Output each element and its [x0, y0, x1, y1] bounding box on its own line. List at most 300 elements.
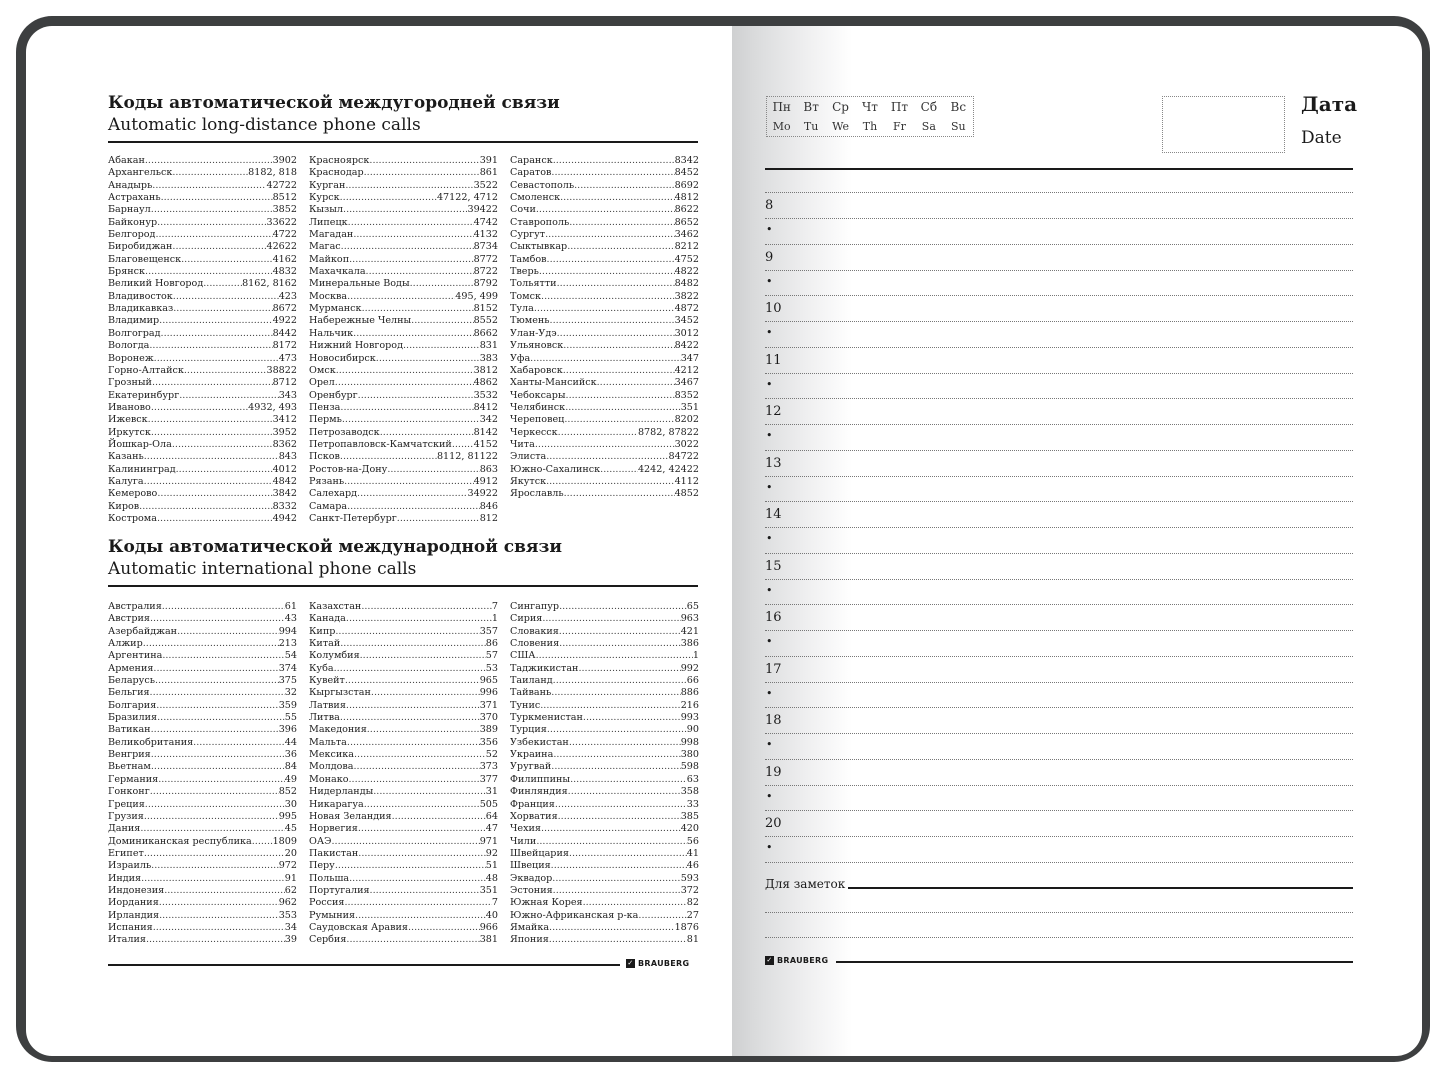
hour-label: 9 — [765, 249, 774, 265]
phone-code: 3022 — [674, 438, 699, 450]
schedule-line[interactable] — [765, 218, 1353, 219]
phone-code: 372 — [680, 884, 699, 896]
phone-code: 54 — [284, 650, 297, 662]
dot-leader — [347, 291, 455, 303]
place-name: Улан-Удэ — [510, 327, 557, 339]
phone-code: 31 — [485, 786, 498, 798]
dot-leader — [342, 414, 480, 426]
phone-code-row — [108, 687, 297, 699]
notes-rule — [848, 887, 1353, 889]
phone-code: 370 — [479, 712, 498, 724]
schedule-line[interactable] — [765, 244, 1353, 245]
place-name: Киров — [108, 500, 140, 512]
place-name: Смоленск — [510, 192, 561, 204]
phone-code: 30 — [284, 798, 297, 810]
schedule-line[interactable] — [765, 398, 1353, 399]
phone-code: 4752 — [674, 253, 699, 265]
place-name: Ставрополь — [510, 216, 570, 228]
phone-code: 8734 — [473, 241, 498, 253]
place-name: Казахстан — [309, 601, 362, 612]
place-name: Кострома — [108, 512, 157, 524]
schedule-line[interactable] — [765, 656, 1353, 657]
place-name: Махачкала — [309, 266, 366, 278]
phone-code-row — [510, 724, 699, 736]
weekday-ru[interactable]: Пн — [772, 99, 791, 114]
dot-leader — [559, 638, 681, 650]
dot-leader — [551, 860, 687, 872]
place-name: Алжир — [108, 638, 143, 650]
notes-line[interactable] — [765, 937, 1353, 938]
weekday-ru[interactable]: Вс — [950, 99, 967, 114]
schedule-line[interactable] — [765, 295, 1353, 296]
weekday-ru[interactable]: Чт — [862, 99, 878, 114]
phone-code: 43 — [284, 613, 297, 625]
dot-leader — [540, 700, 680, 712]
place-name: Саранск — [510, 155, 553, 166]
dot-leader — [149, 340, 272, 352]
long-distance-column-2 — [309, 155, 498, 525]
hour-label: 20 — [765, 816, 782, 831]
phone-code: 45 — [284, 823, 297, 835]
dot-leader — [345, 675, 480, 687]
dot-leader — [346, 934, 479, 946]
footer-rule — [836, 961, 1353, 963]
phone-code: 381 — [479, 934, 498, 946]
phone-code: 812 — [479, 512, 498, 524]
phone-code-row — [309, 749, 498, 761]
place-name: Нальчик — [309, 327, 354, 339]
place-name: Индия — [108, 872, 142, 884]
phone-code: 7 — [491, 601, 498, 612]
schedule-line[interactable] — [765, 527, 1353, 528]
phone-code-row — [309, 922, 498, 934]
place-name: Нидерланды — [309, 786, 374, 798]
dot-leader — [151, 724, 279, 736]
schedule-line[interactable] — [765, 785, 1353, 786]
phone-code-row — [108, 836, 297, 848]
dot-leader — [564, 488, 675, 500]
phone-code-row — [309, 799, 498, 811]
phone-code-row — [309, 712, 498, 724]
phone-code: 81 — [686, 934, 699, 946]
dot-leader — [364, 799, 480, 811]
dot-leader — [563, 365, 675, 377]
phone-code: 38822 — [266, 364, 297, 376]
dot-leader — [546, 476, 675, 488]
phone-code: 216 — [680, 699, 699, 711]
phone-code: 47 — [485, 823, 498, 835]
phone-code: 995 — [278, 810, 297, 822]
dot-leader — [551, 167, 674, 179]
place-name: Португалия — [309, 884, 370, 896]
phone-code: 84 — [284, 761, 297, 773]
date-input-box[interactable] — [1162, 96, 1285, 153]
schedule-line[interactable] — [765, 810, 1353, 811]
hour-label: 16 — [765, 610, 782, 625]
phone-code-row — [510, 204, 699, 216]
phone-code: 8112, 81122 — [436, 451, 498, 463]
place-name: Тунис — [510, 699, 541, 711]
dot-leader — [380, 427, 474, 439]
dot-leader — [570, 774, 687, 786]
schedule-line[interactable] — [765, 553, 1353, 554]
dot-leader — [193, 737, 285, 749]
phone-code-row — [309, 885, 498, 897]
place-name: Ижевск — [108, 414, 148, 426]
place-name: Горно-Алтайск — [108, 364, 184, 376]
place-name: Пакистан — [309, 847, 359, 859]
weekday-en[interactable]: Th — [862, 119, 878, 133]
place-name: Перу — [309, 860, 335, 872]
phone-code-row — [510, 488, 699, 500]
phone-code-row — [510, 897, 699, 909]
dot-leader — [340, 192, 437, 204]
phone-code-row — [510, 377, 699, 389]
date-label-ru: Дата — [1301, 92, 1358, 116]
dot-leader — [331, 836, 479, 848]
weekday-en[interactable]: Fr — [892, 119, 906, 133]
schedule-line[interactable] — [765, 476, 1353, 477]
weekday-en[interactable]: Su — [950, 119, 966, 133]
phone-code: 505 — [479, 798, 498, 810]
phone-code: 4242, 42422 — [637, 463, 699, 475]
place-name: Москва — [309, 290, 348, 302]
phone-code-row — [108, 786, 297, 798]
place-name: Нижний Новгород — [309, 340, 403, 352]
phone-code-row — [309, 439, 498, 451]
phone-code-row — [108, 167, 297, 179]
weekday-ru[interactable]: Сб — [920, 99, 938, 114]
phone-code-row — [510, 761, 699, 773]
schedule-line[interactable] — [765, 836, 1353, 837]
place-name: Орел — [309, 377, 335, 389]
phone-code: 8172 — [272, 340, 297, 352]
phone-code: 831 — [479, 340, 498, 352]
phone-code: 49 — [284, 773, 297, 785]
place-name: Филиппины — [510, 773, 571, 785]
place-name: Куба — [309, 662, 334, 674]
dot-leader — [151, 204, 273, 216]
place-name: Ямайка — [510, 921, 550, 933]
place-name: Китай — [309, 638, 341, 650]
phone-code-row — [510, 427, 699, 439]
phone-code-row — [309, 786, 498, 798]
schedule-line[interactable] — [765, 604, 1353, 605]
phone-code-row — [108, 626, 297, 638]
dot-leader — [344, 897, 491, 909]
phone-code: 65 — [686, 601, 699, 612]
place-name: Волгоград — [108, 327, 161, 339]
bullet-marker: • — [766, 635, 773, 648]
phone-code-row — [309, 860, 498, 872]
phone-code-row — [309, 897, 498, 909]
phone-code: 8772 — [473, 253, 498, 265]
phone-code-row — [309, 427, 498, 439]
schedule-line[interactable] — [765, 862, 1353, 863]
place-name: Германия — [108, 773, 159, 785]
phone-code: 971 — [479, 835, 498, 847]
dot-leader — [553, 885, 681, 897]
place-name: Египет — [108, 847, 144, 859]
dot-leader — [564, 414, 674, 426]
phone-code-row — [510, 638, 699, 650]
international-column-2 — [309, 601, 498, 947]
phone-code-row — [108, 365, 297, 377]
place-name: Украина — [510, 749, 554, 761]
phone-code: 4832 — [272, 266, 297, 278]
phone-code-row — [510, 601, 699, 613]
place-name: Белгород — [108, 229, 156, 241]
dot-leader — [155, 675, 279, 687]
phone-code-row — [108, 934, 297, 946]
long-distance-column-3 — [510, 155, 699, 501]
international-column-3 — [510, 601, 699, 947]
place-name: Красноярск — [309, 155, 370, 166]
phone-code-row — [510, 353, 699, 365]
phone-code-row — [510, 340, 699, 352]
dot-leader — [546, 451, 668, 463]
dot-leader — [387, 464, 479, 476]
place-name: Краснодар — [309, 167, 364, 179]
place-name: Новая Зеландия — [309, 810, 392, 822]
bullet-marker: • — [766, 326, 773, 339]
schedule-line[interactable] — [765, 630, 1353, 631]
schedule-line[interactable] — [765, 501, 1353, 502]
phone-code: 385 — [680, 810, 699, 822]
phone-code-row — [108, 464, 297, 476]
schedule-line[interactable] — [765, 579, 1353, 580]
schedule-line[interactable] — [765, 270, 1353, 271]
phone-code: 342 — [479, 414, 498, 426]
dot-leader — [151, 860, 279, 872]
place-name: Вьетнам — [108, 761, 151, 773]
phone-code-row — [510, 811, 699, 823]
phone-code-row — [510, 663, 699, 675]
hour-label: 10 — [765, 301, 782, 316]
bullet-marker: • — [766, 429, 773, 442]
place-name: Италия — [108, 934, 146, 946]
phone-code-row — [510, 749, 699, 761]
phone-code-row — [108, 241, 297, 253]
phone-code-row — [510, 402, 699, 414]
phone-code: 84722 — [668, 451, 699, 463]
schedule-line[interactable] — [765, 707, 1353, 708]
dot-leader — [567, 241, 674, 253]
phone-code-row — [108, 155, 297, 167]
phone-code: 420 — [680, 823, 699, 835]
schedule-line[interactable] — [765, 424, 1353, 425]
place-name: Ханты-Мансийск — [510, 377, 597, 389]
dot-leader — [358, 390, 474, 402]
place-name: Кыргызстан — [309, 687, 371, 699]
phone-code-row — [108, 663, 297, 675]
dot-leader — [558, 811, 681, 823]
place-name: Калининград — [108, 463, 176, 475]
phone-code-row — [309, 340, 498, 352]
place-name: Уругвай — [510, 761, 552, 773]
dot-leader — [553, 675, 687, 687]
dot-leader — [181, 254, 272, 266]
place-name: Чебоксары — [510, 389, 566, 401]
dot-leader — [153, 922, 285, 934]
schedule-line[interactable] — [765, 733, 1353, 734]
place-name: Владикавказ — [108, 303, 174, 315]
dot-leader — [549, 934, 687, 946]
place-name: Колумбия — [309, 650, 360, 662]
phone-code-row — [309, 687, 498, 699]
phone-code-row — [108, 192, 297, 204]
phone-code: 47122, 4712 — [436, 192, 498, 204]
phone-code-row — [510, 613, 699, 625]
phone-code-row — [108, 303, 297, 315]
phone-code-row — [108, 811, 297, 823]
place-name: Южно-Сахалинск — [510, 463, 601, 475]
phone-code: 3532 — [473, 389, 498, 401]
section-rule — [108, 141, 698, 143]
weekday-ru[interactable]: Вт — [803, 99, 819, 114]
place-name: Литва — [309, 712, 340, 724]
place-name: Норвегия — [309, 823, 358, 835]
phone-code: 90 — [686, 724, 699, 736]
phone-code: 1 — [491, 613, 498, 625]
weekday-ru[interactable]: Пт — [890, 99, 908, 114]
weekday-ru[interactable]: Ср — [832, 99, 849, 114]
place-name: Санкт-Петербург — [309, 512, 397, 524]
weekday-en[interactable]: We — [832, 119, 850, 133]
phone-code: 886 — [680, 687, 699, 699]
phone-code: 4812 — [674, 192, 699, 204]
schedule-line[interactable] — [765, 373, 1353, 374]
place-name: Испания — [108, 921, 153, 933]
schedule-line[interactable] — [765, 682, 1353, 683]
place-name: Новосибирск — [309, 352, 376, 364]
dot-leader — [358, 848, 486, 860]
dot-leader — [162, 601, 285, 613]
place-name: Абакан — [108, 155, 145, 166]
dot-leader — [569, 848, 687, 860]
place-name: Пенза — [309, 401, 341, 413]
phone-code: 598 — [680, 761, 699, 773]
dot-leader — [367, 724, 480, 736]
dot-leader — [541, 823, 681, 835]
notes-line[interactable] — [765, 912, 1353, 913]
place-name: Канада — [309, 613, 346, 625]
place-name: Беларусь — [108, 675, 155, 687]
place-name: Азербайджан — [108, 625, 178, 637]
dot-leader — [176, 464, 273, 476]
phone-code: 3412 — [272, 414, 297, 426]
place-name: Швейцария — [510, 847, 569, 859]
phone-code-row — [510, 328, 699, 340]
place-name: Липецк — [309, 216, 348, 228]
phone-code-row — [108, 266, 297, 278]
place-name: Мексика — [309, 749, 354, 761]
phone-code-row — [108, 476, 297, 488]
phone-code-row — [510, 848, 699, 860]
phone-code: 86 — [485, 638, 498, 650]
dot-leader — [152, 377, 273, 389]
phone-code-row — [309, 737, 498, 749]
phone-code-row — [510, 439, 699, 451]
phone-code: 4212 — [674, 364, 699, 376]
schedule-line[interactable] — [765, 759, 1353, 760]
phone-code-row — [510, 626, 699, 638]
bullet-marker: • — [766, 377, 773, 391]
phone-code-row — [510, 687, 699, 699]
place-name: Великобритания — [108, 736, 194, 748]
phone-code: 3467 — [674, 377, 699, 389]
phone-code-row — [108, 390, 297, 402]
phone-code: 358 — [680, 786, 699, 798]
place-name: Байконур — [108, 216, 158, 228]
schedule-line[interactable] — [765, 321, 1353, 322]
brand-check-icon: ✓ — [627, 959, 634, 967]
place-name: Словакия — [510, 625, 559, 637]
phone-code: 3012 — [674, 327, 699, 339]
dot-leader — [335, 626, 479, 638]
phone-code-row — [108, 860, 297, 872]
bullet-marker: • — [766, 223, 773, 236]
dot-leader — [362, 303, 474, 315]
phone-code-row — [108, 278, 297, 290]
phone-code-row — [510, 229, 699, 241]
dot-leader — [355, 910, 486, 922]
schedule-line[interactable] — [765, 347, 1353, 348]
phone-code-row — [108, 414, 297, 426]
dot-leader — [177, 626, 279, 638]
phone-code: 963 — [680, 613, 699, 625]
phone-code: 4742 — [473, 216, 498, 228]
schedule-line[interactable] — [765, 450, 1353, 451]
phone-code-row — [309, 241, 498, 253]
phone-code: 351 — [680, 401, 699, 413]
phone-code: 20 — [284, 847, 297, 859]
dot-leader — [144, 476, 273, 488]
phone-code: 421 — [680, 625, 699, 637]
phone-code: 377 — [479, 773, 498, 785]
phone-code-row — [309, 601, 498, 613]
weekday-en[interactable]: Mo — [772, 119, 791, 133]
weekday-en[interactable]: Tu — [803, 119, 819, 133]
dot-leader — [145, 799, 285, 811]
phone-code: 353 — [278, 909, 297, 921]
place-name: Тамбов — [510, 253, 547, 265]
phone-code: 3462 — [674, 229, 699, 241]
place-name: Греция — [108, 798, 145, 810]
place-name: Доминиканская республика — [108, 835, 252, 847]
phone-code-row — [108, 638, 297, 650]
phone-code-row — [108, 873, 297, 885]
phone-code-row — [309, 836, 498, 848]
phone-code: 66 — [686, 675, 699, 687]
phone-code-row — [510, 700, 699, 712]
dot-leader — [549, 922, 675, 934]
dot-leader — [341, 241, 474, 253]
place-name: Никарагуа — [309, 798, 364, 810]
dot-leader — [161, 328, 273, 340]
dot-leader — [530, 353, 681, 365]
phone-code-row — [309, 365, 498, 377]
bullet-marker: • — [766, 583, 773, 597]
phone-code: 8352 — [674, 389, 699, 401]
phone-code-row — [510, 217, 699, 229]
dot-leader — [144, 811, 279, 823]
schedule-line[interactable] — [765, 192, 1353, 193]
dot-leader — [541, 291, 675, 303]
weekday-en[interactable]: Sa — [921, 119, 936, 133]
place-name: Мурманск — [309, 303, 362, 315]
phone-code: 8482 — [674, 278, 699, 290]
